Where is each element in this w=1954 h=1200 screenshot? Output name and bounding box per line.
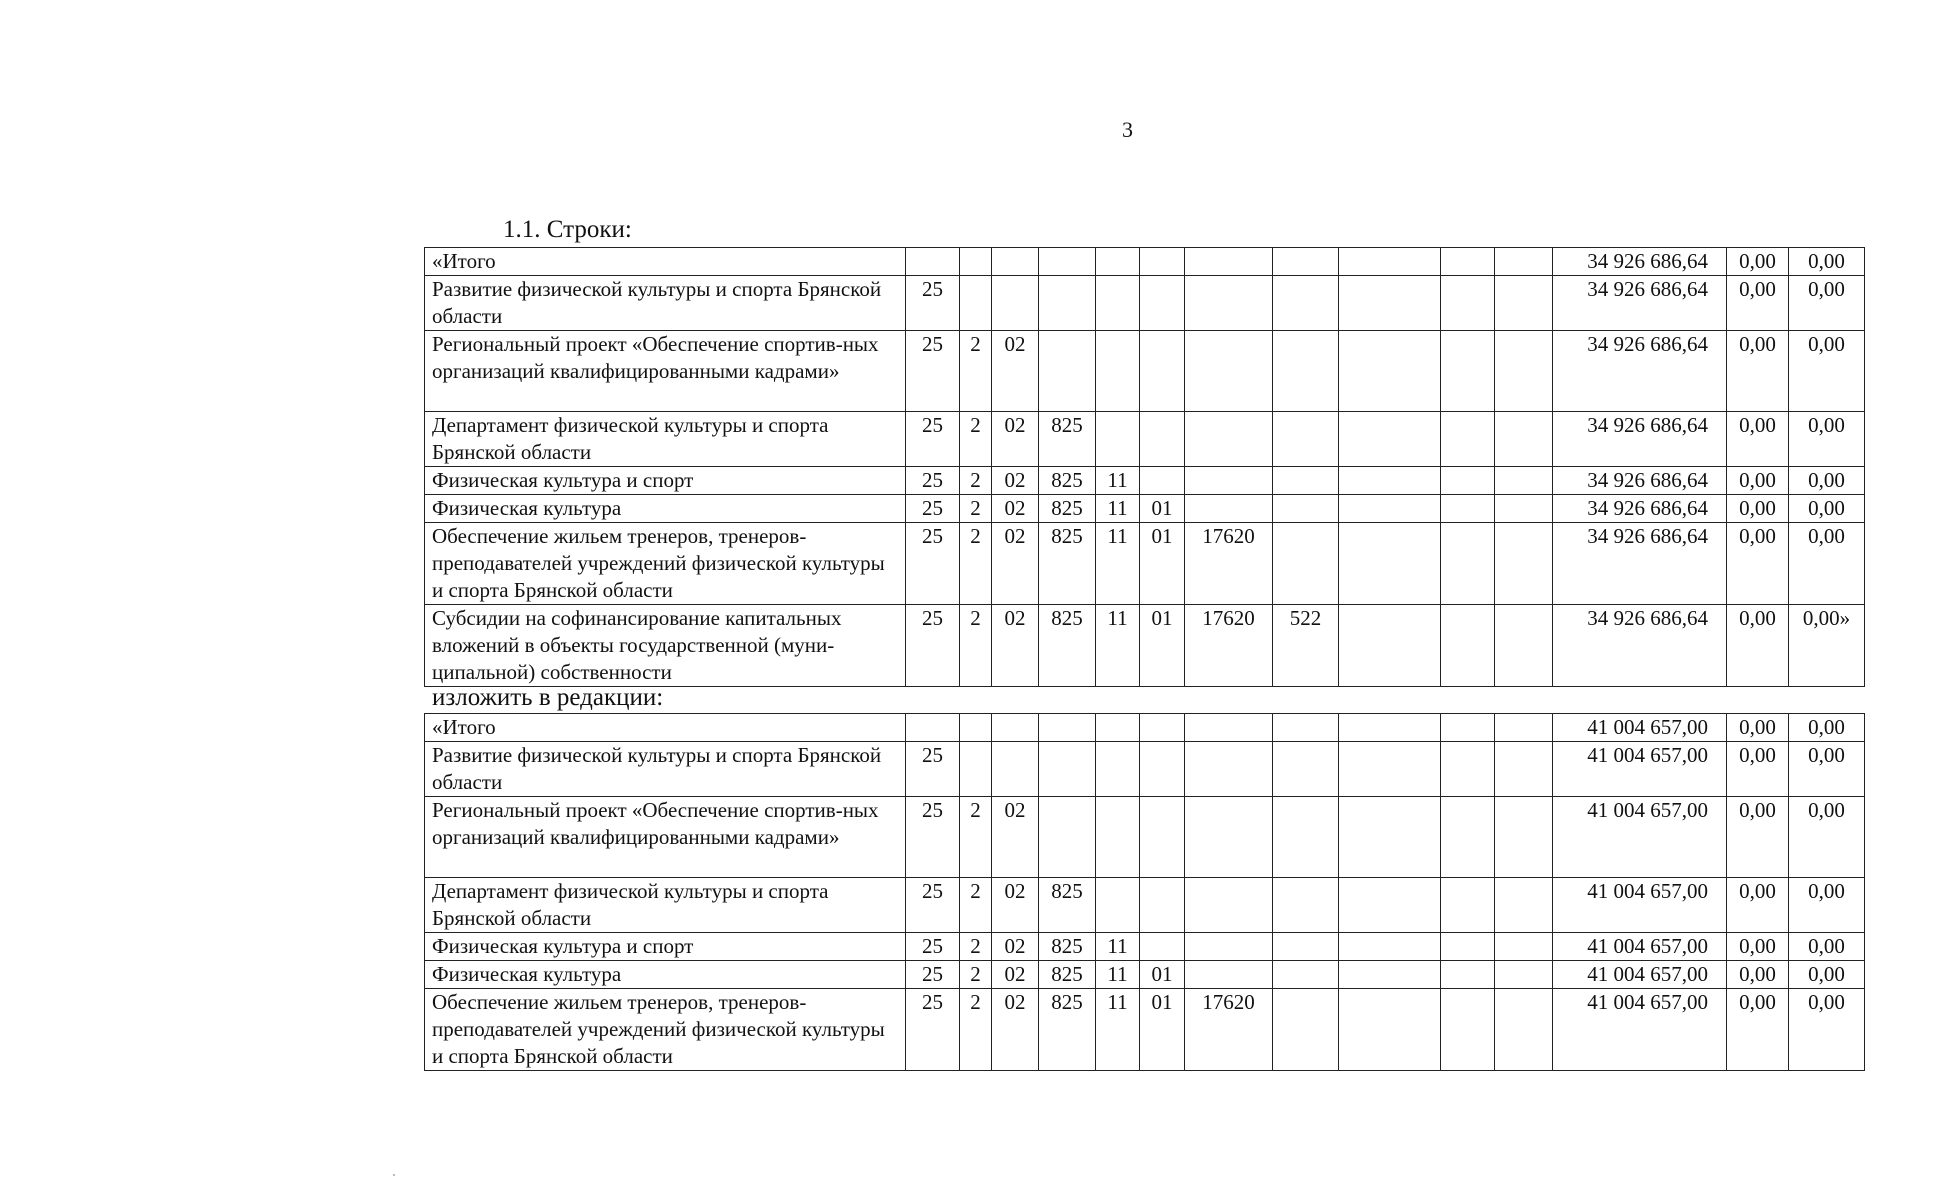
code-cell: 2 (960, 605, 992, 687)
code-cell (1339, 523, 1441, 605)
code-cell (1140, 742, 1185, 797)
code-cell (1495, 714, 1553, 742)
value-cell: 0,00 (1727, 523, 1789, 605)
code-cell (1495, 248, 1553, 276)
code-cell (1441, 248, 1495, 276)
code-cell (1339, 495, 1441, 523)
code-cell (1441, 714, 1495, 742)
code-cell (960, 742, 992, 797)
value-cell: 0,00 (1789, 742, 1865, 797)
code-cell: 25 (906, 495, 960, 523)
code-cell (1140, 276, 1185, 331)
code-cell (1339, 467, 1441, 495)
code-cell: 25 (906, 989, 960, 1071)
code-cell (1495, 797, 1553, 878)
code-cell (992, 276, 1039, 331)
value-cell: 0,00 (1727, 605, 1789, 687)
value-cell: 0,00 (1727, 989, 1789, 1071)
value-cell: 0,00 (1727, 961, 1789, 989)
code-cell (1140, 878, 1185, 933)
amount-cell: 34 926 686,64 (1553, 331, 1727, 412)
row-name: Департамент физической культуры и спорта Брянской области (425, 412, 906, 467)
code-cell: 02 (992, 523, 1039, 605)
code-cell (1441, 961, 1495, 989)
scan-speck (393, 1174, 395, 1176)
code-cell (1339, 797, 1441, 878)
code-cell: 2 (960, 989, 992, 1071)
amount-cell: 34 926 686,64 (1553, 523, 1727, 605)
code-cell: 02 (992, 878, 1039, 933)
code-cell (1185, 495, 1273, 523)
table-row (425, 797, 1865, 878)
code-cell (906, 248, 960, 276)
code-cell (1441, 797, 1495, 878)
original-rows-table (424, 247, 1865, 687)
code-cell: 825 (1039, 605, 1096, 687)
code-cell (1495, 605, 1553, 687)
code-cell (1140, 412, 1185, 467)
code-cell: 825 (1039, 467, 1096, 495)
amount-cell: 41 004 657,00 (1553, 989, 1727, 1071)
amount-cell: 41 004 657,00 (1553, 933, 1727, 961)
row-name: Физическая культура и спорт (425, 467, 906, 495)
code-cell: 2 (960, 878, 992, 933)
table-row (425, 878, 1865, 933)
table-row (425, 933, 1865, 961)
code-cell (1039, 742, 1096, 797)
code-cell (1495, 495, 1553, 523)
row-name: Физическая культура (425, 961, 906, 989)
code-cell: 25 (906, 467, 960, 495)
code-cell: 25 (906, 878, 960, 933)
row-name: «Итого (425, 714, 906, 742)
code-cell (1185, 933, 1273, 961)
code-cell: 01 (1140, 523, 1185, 605)
value-cell: 0,00 (1727, 797, 1789, 878)
code-cell: 01 (1140, 989, 1185, 1071)
code-cell (1273, 989, 1339, 1071)
code-cell: 01 (1140, 495, 1185, 523)
code-cell (1096, 878, 1140, 933)
code-cell: 2 (960, 797, 992, 878)
code-cell (1273, 276, 1339, 331)
code-cell: 11 (1096, 989, 1140, 1071)
code-cell (1140, 714, 1185, 742)
table-row (425, 742, 1865, 797)
code-cell: 25 (906, 412, 960, 467)
code-cell (1441, 989, 1495, 1071)
code-cell (1096, 331, 1140, 412)
table-row (425, 605, 1865, 687)
code-cell: 01 (1140, 605, 1185, 687)
code-cell (1441, 933, 1495, 961)
code-cell (906, 714, 960, 742)
code-cell: 02 (992, 495, 1039, 523)
code-cell (1495, 331, 1553, 412)
code-cell: 17620 (1185, 989, 1273, 1071)
value-cell: 0,00 (1789, 797, 1865, 878)
code-cell (1273, 714, 1339, 742)
value-cell: 0,00» (1789, 605, 1865, 687)
code-cell (1339, 878, 1441, 933)
code-cell: 825 (1039, 961, 1096, 989)
code-cell (1096, 276, 1140, 331)
code-cell: 2 (960, 961, 992, 989)
row-name: Развитие физической культуры и спорта Брянской области (425, 276, 906, 331)
row-name: Субсидии на софинансирование капитальных вложений в объекты государственной (муни-ципальной) собственности (425, 605, 906, 687)
table-row (425, 495, 1865, 523)
code-cell (1339, 276, 1441, 331)
code-cell: 825 (1039, 989, 1096, 1071)
amount-cell: 34 926 686,64 (1553, 605, 1727, 687)
code-cell (1495, 933, 1553, 961)
code-cell: 02 (992, 989, 1039, 1071)
value-cell: 0,00 (1727, 495, 1789, 523)
value-cell: 0,00 (1727, 248, 1789, 276)
row-name: Региональный проект «Обеспечение спортив-ных организаций квалифицированными кадрами» (425, 331, 906, 412)
table-row (425, 989, 1865, 1071)
value-cell: 0,00 (1789, 276, 1865, 331)
code-cell (1273, 495, 1339, 523)
code-cell (1495, 467, 1553, 495)
code-cell (1339, 989, 1441, 1071)
code-cell: 25 (906, 742, 960, 797)
table-row (425, 276, 1865, 331)
code-cell (1039, 276, 1096, 331)
code-cell: 02 (992, 412, 1039, 467)
code-cell (1140, 933, 1185, 961)
code-cell (1441, 276, 1495, 331)
value-cell: 0,00 (1727, 412, 1789, 467)
code-cell (1273, 412, 1339, 467)
code-cell (1096, 742, 1140, 797)
value-cell: 0,00 (1789, 523, 1865, 605)
code-cell: 11 (1096, 467, 1140, 495)
code-cell: 825 (1039, 933, 1096, 961)
code-cell: 25 (906, 276, 960, 331)
code-cell (1273, 248, 1339, 276)
code-cell (1441, 412, 1495, 467)
code-cell: 25 (906, 605, 960, 687)
code-cell (1185, 467, 1273, 495)
code-cell (1273, 961, 1339, 989)
code-cell (1185, 276, 1273, 331)
code-cell (1185, 714, 1273, 742)
code-cell: 02 (992, 605, 1039, 687)
code-cell: 2 (960, 412, 992, 467)
code-cell: 2 (960, 467, 992, 495)
value-cell: 0,00 (1789, 878, 1865, 933)
table-row (425, 467, 1865, 495)
value-cell: 0,00 (1789, 933, 1865, 961)
code-cell (1495, 878, 1553, 933)
code-cell: 17620 (1185, 523, 1273, 605)
code-cell (1185, 878, 1273, 933)
code-cell: 02 (992, 467, 1039, 495)
code-cell (1273, 933, 1339, 961)
value-cell: 0,00 (1727, 331, 1789, 412)
code-cell (1441, 331, 1495, 412)
amount-cell: 41 004 657,00 (1553, 878, 1727, 933)
amount-cell: 41 004 657,00 (1553, 961, 1727, 989)
code-cell (1495, 961, 1553, 989)
table-row (425, 961, 1865, 989)
code-cell (960, 248, 992, 276)
code-cell (1339, 605, 1441, 687)
row-name: Развитие физической культуры и спорта Брянской области (425, 742, 906, 797)
code-cell: 01 (1140, 961, 1185, 989)
code-cell (1441, 523, 1495, 605)
amount-cell: 34 926 686,64 (1553, 276, 1727, 331)
code-cell: 17620 (1185, 605, 1273, 687)
code-cell (960, 714, 992, 742)
code-cell (1441, 742, 1495, 797)
code-cell (1339, 933, 1441, 961)
amount-cell: 41 004 657,00 (1553, 742, 1727, 797)
row-name: «Итого (425, 248, 906, 276)
amendment-heading: изложить в редакции: (432, 684, 664, 711)
code-cell: 25 (906, 933, 960, 961)
code-cell (1495, 412, 1553, 467)
amount-cell: 34 926 686,64 (1553, 467, 1727, 495)
code-cell: 2 (960, 933, 992, 961)
code-cell (1495, 523, 1553, 605)
code-cell (992, 714, 1039, 742)
code-cell: 25 (906, 961, 960, 989)
code-cell (1096, 714, 1140, 742)
value-cell: 0,00 (1727, 878, 1789, 933)
value-cell: 0,00 (1727, 467, 1789, 495)
row-name: Обеспечение жильем тренеров, тренеров-преподавателей учреждений физической культуры и спорта Брянской области (425, 523, 906, 605)
code-cell (1495, 276, 1553, 331)
code-cell: 2 (960, 331, 992, 412)
code-cell (1273, 797, 1339, 878)
code-cell (1039, 797, 1096, 878)
code-cell (1185, 742, 1273, 797)
table-row (425, 714, 1865, 742)
value-cell: 0,00 (1727, 276, 1789, 331)
value-cell: 0,00 (1789, 495, 1865, 523)
code-cell (1185, 331, 1273, 412)
amount-cell: 34 926 686,64 (1553, 495, 1727, 523)
code-cell: 2 (960, 523, 992, 605)
amount-cell: 41 004 657,00 (1553, 797, 1727, 878)
section-heading: 1.1. Строки: (503, 216, 632, 243)
value-cell: 0,00 (1789, 412, 1865, 467)
code-cell (1339, 331, 1441, 412)
row-name: Региональный проект «Обеспечение спортив-ных организаций квалифицированными кадрами» (425, 797, 906, 878)
code-cell: 11 (1096, 933, 1140, 961)
row-name: Департамент физической культуры и спорта Брянской области (425, 878, 906, 933)
code-cell (1140, 331, 1185, 412)
page-number: 3 (1122, 117, 1133, 142)
code-cell: 02 (992, 961, 1039, 989)
row-name: Физическая культура и спорт (425, 933, 906, 961)
code-cell (1339, 961, 1441, 989)
value-cell: 0,00 (1789, 248, 1865, 276)
code-cell (1339, 412, 1441, 467)
code-cell: 02 (992, 331, 1039, 412)
code-cell: 02 (992, 933, 1039, 961)
value-cell: 0,00 (1727, 933, 1789, 961)
code-cell (1140, 467, 1185, 495)
code-cell (992, 248, 1039, 276)
code-cell (1185, 961, 1273, 989)
code-cell (1339, 248, 1441, 276)
amount-cell: 34 926 686,64 (1553, 412, 1727, 467)
code-cell (1039, 248, 1096, 276)
code-cell: 11 (1096, 523, 1140, 605)
code-cell (1273, 742, 1339, 797)
code-cell (960, 276, 992, 331)
code-cell (1140, 797, 1185, 878)
code-cell (1441, 878, 1495, 933)
code-cell (1441, 467, 1495, 495)
amount-cell: 34 926 686,64 (1553, 248, 1727, 276)
table-row (425, 331, 1865, 412)
code-cell (1495, 989, 1553, 1071)
code-cell (1185, 412, 1273, 467)
code-cell (1273, 331, 1339, 412)
code-cell: 25 (906, 797, 960, 878)
table-row (425, 412, 1865, 467)
code-cell (1441, 605, 1495, 687)
row-name: Физическая культура (425, 495, 906, 523)
value-cell: 0,00 (1727, 742, 1789, 797)
code-cell (1140, 248, 1185, 276)
value-cell: 0,00 (1789, 961, 1865, 989)
code-cell (1185, 248, 1273, 276)
code-cell: 2 (960, 495, 992, 523)
code-cell (1096, 797, 1140, 878)
code-cell: 25 (906, 331, 960, 412)
value-cell: 0,00 (1727, 714, 1789, 742)
table-row (425, 523, 1865, 605)
code-cell: 825 (1039, 878, 1096, 933)
code-cell (1096, 412, 1140, 467)
code-cell: 825 (1039, 495, 1096, 523)
row-name: Обеспечение жильем тренеров, тренеров-преподавателей учреждений физической культуры и спорта Брянской области (425, 989, 906, 1071)
value-cell: 0,00 (1789, 467, 1865, 495)
code-cell (1495, 742, 1553, 797)
code-cell (992, 742, 1039, 797)
code-cell (1273, 467, 1339, 495)
code-cell (1339, 742, 1441, 797)
code-cell (1039, 714, 1096, 742)
code-cell (1273, 878, 1339, 933)
amount-cell: 41 004 657,00 (1553, 714, 1727, 742)
code-cell: 02 (992, 797, 1039, 878)
code-cell (1096, 248, 1140, 276)
code-cell: 11 (1096, 605, 1140, 687)
value-cell: 0,00 (1789, 989, 1865, 1071)
code-cell: 825 (1039, 412, 1096, 467)
value-cell: 0,00 (1789, 714, 1865, 742)
code-cell: 11 (1096, 495, 1140, 523)
code-cell: 825 (1039, 523, 1096, 605)
code-cell (1273, 523, 1339, 605)
code-cell (1339, 714, 1441, 742)
code-cell: 25 (906, 523, 960, 605)
code-cell: 522 (1273, 605, 1339, 687)
table-row (425, 248, 1865, 276)
code-cell: 11 (1096, 961, 1140, 989)
value-cell: 0,00 (1789, 331, 1865, 412)
code-cell (1441, 495, 1495, 523)
code-cell (1039, 331, 1096, 412)
code-cell (1185, 797, 1273, 878)
revised-rows-table (424, 713, 1865, 1071)
